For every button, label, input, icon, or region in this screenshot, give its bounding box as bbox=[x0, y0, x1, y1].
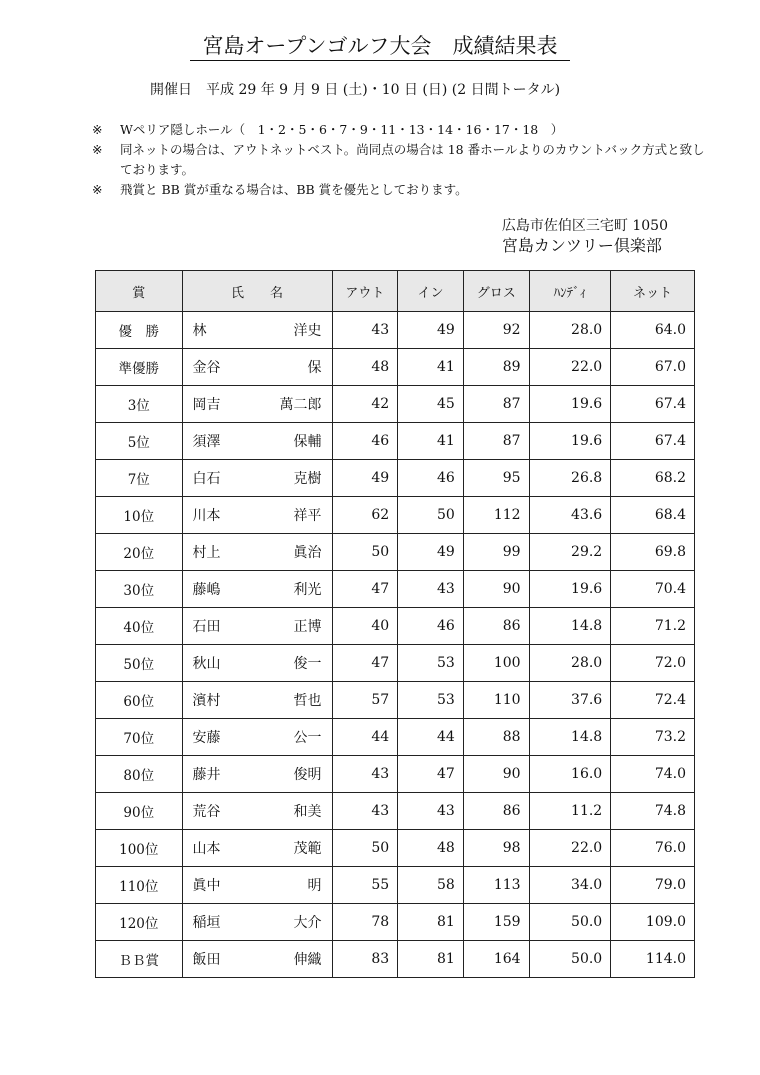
name-cell bbox=[182, 571, 332, 608]
page-title bbox=[0, 32, 760, 61]
player-name bbox=[193, 320, 322, 340]
player-surname: 須澤 bbox=[192, 434, 221, 450]
note-item bbox=[92, 180, 712, 200]
in-cell: 44 bbox=[398, 719, 464, 756]
prize-cell: 60位 bbox=[96, 682, 183, 719]
out-cell: 43 bbox=[332, 312, 398, 349]
player-given-name: 祥平 bbox=[293, 508, 322, 524]
name-cell bbox=[182, 312, 332, 349]
out-cell: 83 bbox=[332, 941, 398, 978]
prize-cell: 100位 bbox=[96, 830, 183, 867]
table-header-row bbox=[96, 271, 695, 312]
header-handicap: ﾊﾝﾃﾞｨ bbox=[529, 271, 611, 312]
address-location: 広島市佐伯区三宅町 1050 bbox=[501, 218, 668, 234]
player-name bbox=[193, 875, 322, 895]
prize-cell: 90位 bbox=[96, 793, 183, 830]
player-surname: 川本 bbox=[192, 508, 221, 524]
in-cell: 53 bbox=[398, 645, 464, 682]
note-text: Wペリア隠しホール（ 1・2・5・6・7・9・11・13・14・16・17・18 ） bbox=[120, 122, 564, 137]
player-given-name: 洋史 bbox=[293, 323, 322, 339]
name-cell bbox=[182, 941, 332, 978]
prize-cell: ＢＢ賞 bbox=[96, 941, 183, 978]
player-name bbox=[193, 764, 322, 784]
handicap-cell: 14.8 bbox=[529, 608, 611, 645]
net-cell: 70.4 bbox=[611, 571, 695, 608]
net-cell: 67.0 bbox=[611, 349, 695, 386]
name-cell bbox=[182, 497, 332, 534]
prize-cell: 110位 bbox=[96, 867, 183, 904]
out-cell: 43 bbox=[332, 756, 398, 793]
in-cell: 49 bbox=[398, 534, 464, 571]
gross-cell: 110 bbox=[463, 682, 529, 719]
player-name bbox=[193, 468, 322, 488]
in-cell: 41 bbox=[398, 349, 464, 386]
player-given-name: 保輔 bbox=[293, 434, 322, 450]
table-row bbox=[96, 904, 695, 941]
net-cell: 71.2 bbox=[611, 608, 695, 645]
name-cell bbox=[182, 423, 332, 460]
header-prize: 賞 bbox=[96, 271, 183, 312]
player-given-name: 公一 bbox=[293, 730, 322, 746]
table-row bbox=[96, 941, 695, 978]
table-row bbox=[96, 830, 695, 867]
name-cell bbox=[182, 608, 332, 645]
gross-cell: 92 bbox=[463, 312, 529, 349]
in-cell: 81 bbox=[398, 904, 464, 941]
player-surname: 林 bbox=[192, 323, 207, 339]
handicap-cell: 29.2 bbox=[529, 534, 611, 571]
table-row bbox=[96, 719, 695, 756]
header-out: アウト bbox=[332, 271, 398, 312]
gross-cell: 95 bbox=[463, 460, 529, 497]
prize-cell: 40位 bbox=[96, 608, 183, 645]
player-name bbox=[193, 949, 322, 969]
player-surname: 白石 bbox=[192, 471, 221, 487]
header-net: ネット bbox=[611, 271, 695, 312]
player-name bbox=[193, 653, 322, 673]
note-mark: ※ bbox=[92, 142, 103, 157]
handicap-cell: 50.0 bbox=[529, 941, 611, 978]
table-row bbox=[96, 608, 695, 645]
gross-cell: 90 bbox=[463, 571, 529, 608]
table-row bbox=[96, 571, 695, 608]
in-cell: 43 bbox=[398, 793, 464, 830]
player-surname: 秋山 bbox=[192, 656, 221, 672]
player-given-name: 俊一 bbox=[293, 656, 322, 672]
gross-cell: 113 bbox=[463, 867, 529, 904]
net-cell: 68.2 bbox=[611, 460, 695, 497]
table-row bbox=[96, 349, 695, 386]
net-cell: 74.8 bbox=[611, 793, 695, 830]
table-row bbox=[96, 645, 695, 682]
name-cell bbox=[182, 830, 332, 867]
name-cell bbox=[182, 793, 332, 830]
table-row bbox=[96, 386, 695, 423]
handicap-cell: 34.0 bbox=[529, 867, 611, 904]
player-name bbox=[193, 727, 322, 747]
out-cell: 62 bbox=[332, 497, 398, 534]
in-cell: 43 bbox=[398, 571, 464, 608]
net-cell: 67.4 bbox=[611, 386, 695, 423]
player-name bbox=[193, 505, 322, 525]
note-mark: ※ bbox=[92, 122, 103, 137]
in-cell: 50 bbox=[398, 497, 464, 534]
name-cell bbox=[182, 645, 332, 682]
out-cell: 40 bbox=[332, 608, 398, 645]
handicap-cell: 11.2 bbox=[529, 793, 611, 830]
out-cell: 44 bbox=[332, 719, 398, 756]
player-name bbox=[193, 690, 322, 710]
player-given-name: 茂範 bbox=[293, 841, 322, 857]
in-cell: 58 bbox=[398, 867, 464, 904]
in-cell: 41 bbox=[398, 423, 464, 460]
prize-cell: 10位 bbox=[96, 497, 183, 534]
gross-cell: 88 bbox=[463, 719, 529, 756]
player-given-name: 利光 bbox=[293, 582, 322, 598]
name-cell bbox=[182, 386, 332, 423]
notes-list bbox=[92, 120, 712, 200]
player-given-name: 明 bbox=[307, 878, 322, 894]
player-name bbox=[193, 838, 322, 858]
table-row bbox=[96, 423, 695, 460]
player-surname: 石田 bbox=[192, 619, 221, 635]
club-name: 宮島カンツリー倶楽部 bbox=[501, 236, 662, 255]
gross-cell: 90 bbox=[463, 756, 529, 793]
out-cell: 57 bbox=[332, 682, 398, 719]
prize-cell: 80位 bbox=[96, 756, 183, 793]
gross-cell: 87 bbox=[463, 423, 529, 460]
out-cell: 49 bbox=[332, 460, 398, 497]
title-text: 宮島オープンゴルフ大会 成績結果表 bbox=[190, 32, 569, 61]
handicap-cell: 19.6 bbox=[529, 423, 611, 460]
player-name bbox=[193, 579, 322, 599]
name-cell bbox=[182, 904, 332, 941]
out-cell: 50 bbox=[332, 534, 398, 571]
in-cell: 45 bbox=[398, 386, 464, 423]
note-text: 同ネットの場合は、アウトネットベスト。尚同点の場合は 18 番ホールよりのカウントバック方式と致しております。 bbox=[120, 142, 705, 177]
in-cell: 53 bbox=[398, 682, 464, 719]
prize-cell: 20位 bbox=[96, 534, 183, 571]
player-surname: 飯田 bbox=[192, 952, 221, 968]
player-surname: 眞中 bbox=[192, 878, 221, 894]
club-address bbox=[502, 216, 668, 256]
out-cell: 42 bbox=[332, 386, 398, 423]
player-surname: 藤嶋 bbox=[192, 582, 221, 598]
header-in: イン bbox=[398, 271, 464, 312]
out-cell: 47 bbox=[332, 645, 398, 682]
name-cell bbox=[182, 460, 332, 497]
gross-cell: 159 bbox=[463, 904, 529, 941]
prize-cell: 準優勝 bbox=[96, 349, 183, 386]
note-text: 飛賞と BB 賞が重なる場合は、BB 賞を優先としております。 bbox=[120, 182, 468, 197]
in-cell: 49 bbox=[398, 312, 464, 349]
player-surname: 濱村 bbox=[192, 693, 221, 709]
handicap-cell: 43.6 bbox=[529, 497, 611, 534]
handicap-cell: 19.6 bbox=[529, 386, 611, 423]
header-name: 氏 名 bbox=[182, 271, 332, 312]
player-given-name: 萬二郎 bbox=[279, 397, 322, 413]
net-cell: 73.2 bbox=[611, 719, 695, 756]
player-name bbox=[193, 801, 322, 821]
net-cell: 67.4 bbox=[611, 423, 695, 460]
handicap-cell: 26.8 bbox=[529, 460, 611, 497]
note-item bbox=[92, 120, 712, 140]
net-cell: 69.8 bbox=[611, 534, 695, 571]
player-surname: 村上 bbox=[192, 545, 221, 561]
handicap-cell: 28.0 bbox=[529, 645, 611, 682]
prize-cell: 30位 bbox=[96, 571, 183, 608]
table-row bbox=[96, 460, 695, 497]
player-surname: 金谷 bbox=[192, 360, 221, 376]
player-surname: 藤井 bbox=[192, 767, 221, 783]
gross-cell: 87 bbox=[463, 386, 529, 423]
handicap-cell: 22.0 bbox=[529, 830, 611, 867]
name-cell bbox=[182, 682, 332, 719]
gross-cell: 89 bbox=[463, 349, 529, 386]
player-given-name: 大介 bbox=[293, 915, 322, 931]
prize-cell: 5位 bbox=[96, 423, 183, 460]
player-given-name: 伸織 bbox=[293, 952, 322, 968]
out-cell: 55 bbox=[332, 867, 398, 904]
out-cell: 48 bbox=[332, 349, 398, 386]
player-surname: 安藤 bbox=[192, 730, 221, 746]
out-cell: 50 bbox=[332, 830, 398, 867]
note-item bbox=[92, 140, 712, 180]
table-row bbox=[96, 312, 695, 349]
gross-cell: 112 bbox=[463, 497, 529, 534]
gross-cell: 98 bbox=[463, 830, 529, 867]
net-cell: 74.0 bbox=[611, 756, 695, 793]
out-cell: 78 bbox=[332, 904, 398, 941]
out-cell: 47 bbox=[332, 571, 398, 608]
name-cell bbox=[182, 719, 332, 756]
gross-cell: 100 bbox=[463, 645, 529, 682]
name-cell bbox=[182, 756, 332, 793]
handicap-cell: 16.0 bbox=[529, 756, 611, 793]
net-cell: 114.0 bbox=[611, 941, 695, 978]
in-cell: 81 bbox=[398, 941, 464, 978]
player-name bbox=[193, 542, 322, 562]
gross-cell: 86 bbox=[463, 608, 529, 645]
net-cell: 76.0 bbox=[611, 830, 695, 867]
net-cell: 68.4 bbox=[611, 497, 695, 534]
player-given-name: 俊明 bbox=[293, 767, 322, 783]
player-given-name: 和美 bbox=[293, 804, 322, 820]
table-body bbox=[96, 312, 695, 978]
player-given-name: 克樹 bbox=[293, 471, 322, 487]
name-cell bbox=[182, 349, 332, 386]
gross-cell: 86 bbox=[463, 793, 529, 830]
out-cell: 43 bbox=[332, 793, 398, 830]
results-table bbox=[95, 270, 695, 978]
table-row bbox=[96, 534, 695, 571]
player-name bbox=[193, 394, 322, 414]
player-surname: 荒谷 bbox=[192, 804, 221, 820]
player-name bbox=[193, 912, 322, 932]
gross-cell: 164 bbox=[463, 941, 529, 978]
player-surname: 稲垣 bbox=[192, 915, 221, 931]
gross-cell: 99 bbox=[463, 534, 529, 571]
name-cell bbox=[182, 534, 332, 571]
table-row bbox=[96, 497, 695, 534]
player-given-name: 保 bbox=[307, 360, 322, 376]
in-cell: 47 bbox=[398, 756, 464, 793]
player-surname: 山本 bbox=[192, 841, 221, 857]
player-given-name: 眞治 bbox=[293, 545, 322, 561]
header-gross: グロス bbox=[463, 271, 529, 312]
player-surname: 岡吉 bbox=[192, 397, 221, 413]
net-cell: 79.0 bbox=[611, 867, 695, 904]
in-cell: 48 bbox=[398, 830, 464, 867]
table-row bbox=[96, 793, 695, 830]
player-name bbox=[193, 357, 322, 377]
prize-cell: 3位 bbox=[96, 386, 183, 423]
handicap-cell: 28.0 bbox=[529, 312, 611, 349]
handicap-cell: 19.6 bbox=[529, 571, 611, 608]
player-name bbox=[193, 431, 322, 451]
prize-cell: 優 勝 bbox=[96, 312, 183, 349]
table-row bbox=[96, 756, 695, 793]
table-row bbox=[96, 867, 695, 904]
event-dates: 開催日 平成 29 年 9 月 9 日 (土)・10 日 (日) (2 日間トータル) bbox=[150, 82, 561, 98]
net-cell: 64.0 bbox=[611, 312, 695, 349]
handicap-cell: 14.8 bbox=[529, 719, 611, 756]
prize-cell: 120位 bbox=[96, 904, 183, 941]
in-cell: 46 bbox=[398, 460, 464, 497]
table-row bbox=[96, 682, 695, 719]
note-mark: ※ bbox=[92, 182, 103, 197]
net-cell: 72.4 bbox=[611, 682, 695, 719]
net-cell: 109.0 bbox=[611, 904, 695, 941]
out-cell: 46 bbox=[332, 423, 398, 460]
in-cell: 46 bbox=[398, 608, 464, 645]
prize-cell: 7位 bbox=[96, 460, 183, 497]
net-cell: 72.0 bbox=[611, 645, 695, 682]
prize-cell: 70位 bbox=[96, 719, 183, 756]
handicap-cell: 50.0 bbox=[529, 904, 611, 941]
handicap-cell: 22.0 bbox=[529, 349, 611, 386]
player-given-name: 正博 bbox=[293, 619, 322, 635]
player-given-name: 哲也 bbox=[293, 693, 322, 709]
player-name bbox=[193, 616, 322, 636]
name-cell bbox=[182, 867, 332, 904]
handicap-cell: 37.6 bbox=[529, 682, 611, 719]
prize-cell: 50位 bbox=[96, 645, 183, 682]
